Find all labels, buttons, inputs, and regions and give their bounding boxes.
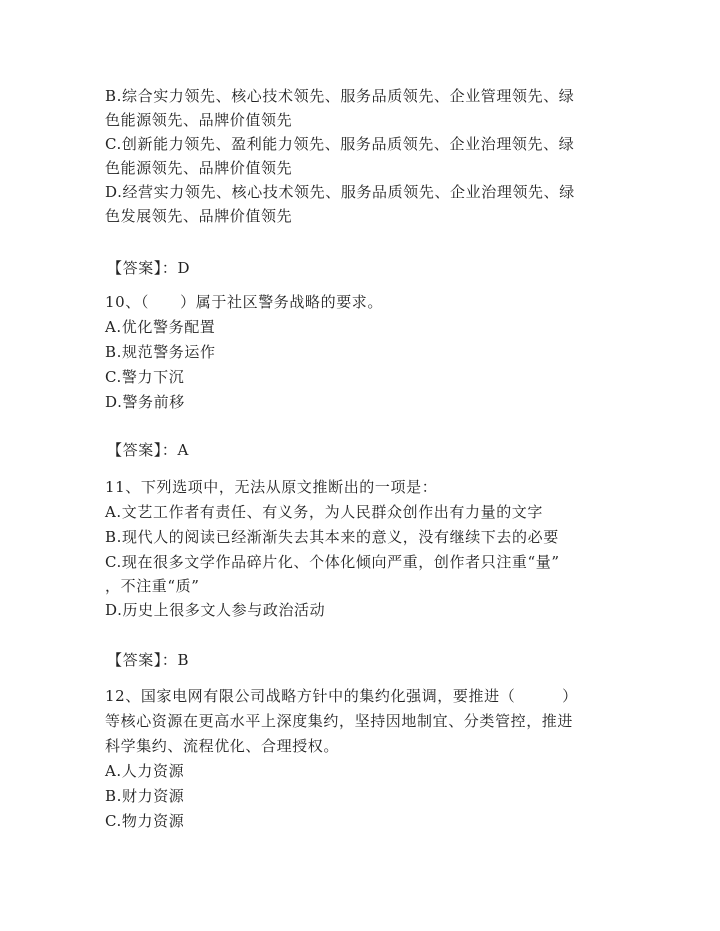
- q10-answer: 【答案】：A: [107, 441, 189, 459]
- q12-option-c: C.物力资源: [105, 812, 185, 830]
- q11-option-a: A.文艺工作者有责任、有义务，为人民群众创作出有力量的文字: [105, 503, 544, 521]
- q10-stem: 10、（ ）属于社区警务战略的要求。: [105, 293, 383, 311]
- q9-option-b-line2: 色能源领先、品牌价值领先: [105, 111, 293, 129]
- q11-option-b: B.现代人的阅读已经渐渐失去其本来的意义，没有继续下去的必要: [105, 528, 559, 546]
- q9-option-c-line1: C.创新能力领先、盈利能力领先、服务品质领先、企业治理领先、绿: [105, 135, 575, 153]
- q11-option-c-line2: ，不注重“质”: [105, 577, 200, 595]
- q12-stem-line2: 等核心资源在更高水平上深度集约，坚持因地制宜、分类管控，推进: [105, 712, 574, 730]
- q10-option-d: D.警务前移: [105, 393, 185, 411]
- q9-answer: 【答案】：D: [107, 259, 191, 277]
- q10-option-c: C.警力下沉: [105, 368, 185, 386]
- q11-option-c-line1: C.现在很多文学作品碎片化、个体化倾向严重，创作者只注重“量”: [105, 553, 560, 571]
- q9-option-c-line2: 色能源领先、品牌价值领先: [105, 159, 293, 177]
- q9-option-d-line1: D.经营实力领先、核心技术领先、服务品质领先、企业治理领先、绿: [105, 183, 575, 201]
- q10-option-a: A.优化警务配置: [105, 318, 216, 336]
- q10-option-b: B.规范警务运作: [105, 343, 216, 361]
- q12-option-a: A.人力资源: [105, 762, 185, 780]
- q11-answer: 【答案】：B: [107, 651, 190, 669]
- q9-option-d-line2: 色发展领先、品牌价值领先: [105, 207, 293, 225]
- q12-option-b: B.财力资源: [105, 787, 185, 805]
- q9-option-b-line1: B.综合实力领先、核心技术领先、服务品质领先、企业管理领先、绿: [105, 87, 575, 105]
- q11-stem: 11、下列选项中，无法从原文推断出的一项是：: [105, 478, 438, 496]
- q12-stem-line1: 12、国家电网有限公司战略方针中的集约化强调，要推进（ ）: [105, 687, 578, 705]
- q12-stem-line3: 科学集约、流程优化、合理授权。: [105, 737, 340, 755]
- q11-option-d: D.历史上很多文人参与政治活动: [105, 601, 326, 619]
